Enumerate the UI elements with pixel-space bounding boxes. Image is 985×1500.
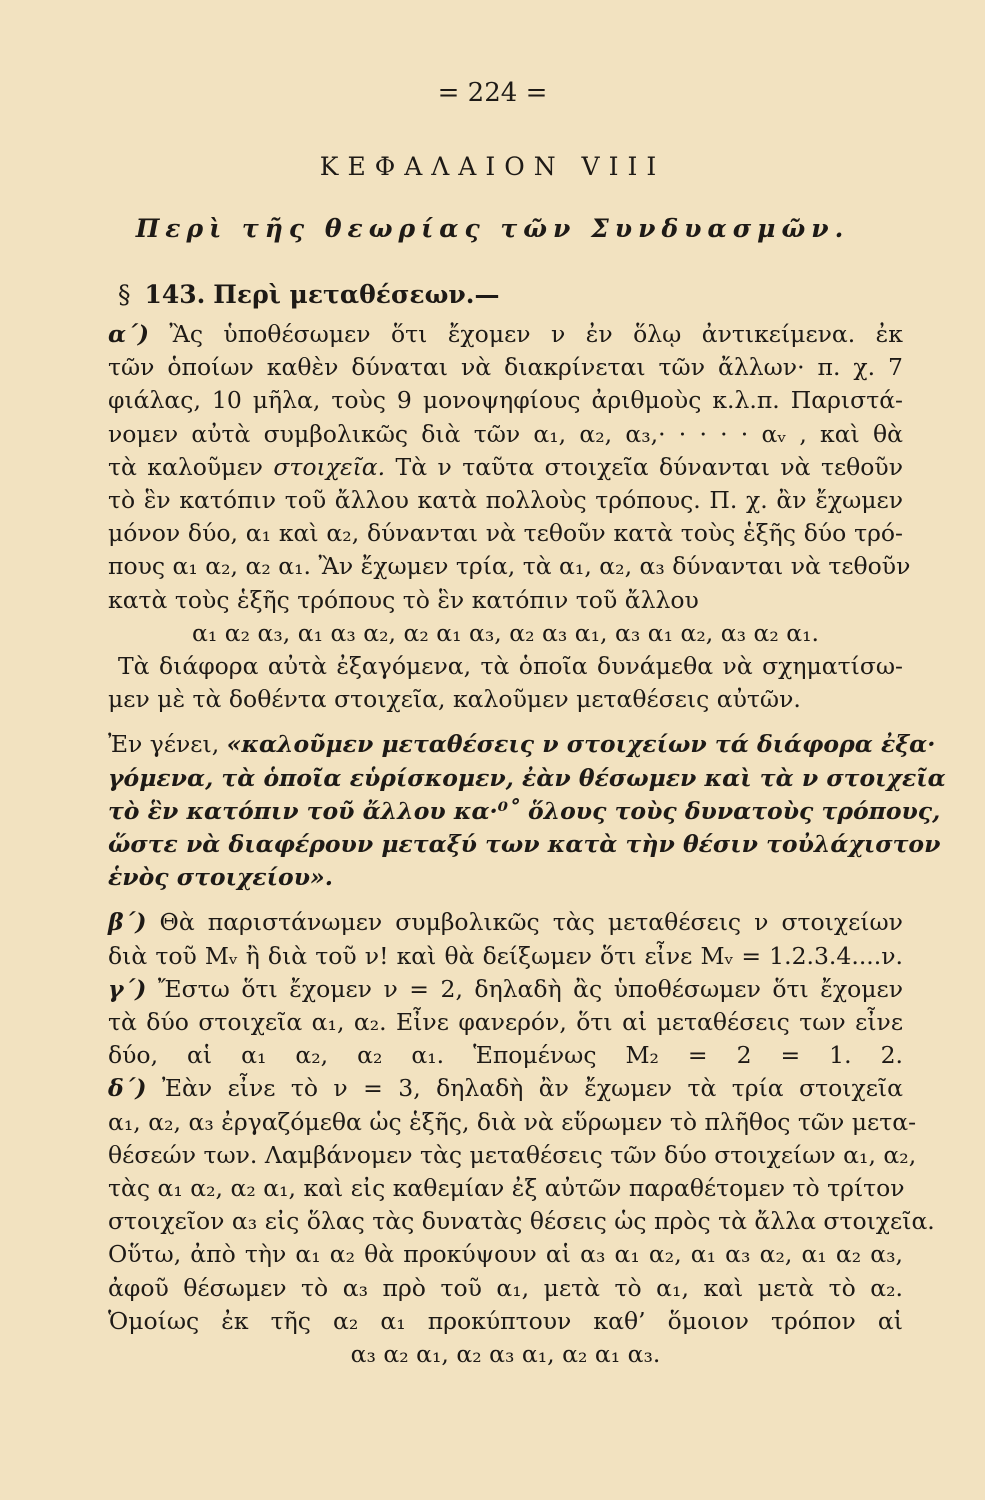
- line-text: τὸ ἓν κατόπιν τοῦ ἄλλου κατὰ πολλοὺς τρόπους. Π. χ. ἂν ἔχωμεν: [108, 486, 903, 515]
- body-text: [108, 318, 946, 1371]
- text-line: [108, 1006, 903, 1039]
- item-marker: γ΄): [108, 974, 147, 1003]
- line-text: α₃ α₂ α₁, α₂ α₃ α₁, α₂ α₁ α₃.: [350, 1340, 661, 1369]
- emphasis-text: γόμενα, τὰ ὁποῖα εὑρίσκομεν, ἐὰν θέσωμεν καὶ τὰ ν στοιχεῖα: [108, 763, 946, 792]
- line-text: τὰ καλοῦμεν: [108, 452, 274, 481]
- emphasis-text: «καλοῦμεν μεταθέσεις ν στοιχείων τά διάφορα ἐξα·: [226, 730, 936, 759]
- text-line: [108, 1205, 935, 1238]
- text-line: [108, 351, 903, 384]
- line-text: Θὰ παριστάνωμεν συμβολικῶς τὰς μεταθέσεις ν στοιχείων: [159, 908, 903, 937]
- item-marker: δ΄): [108, 1074, 147, 1103]
- section-symbol: §: [118, 280, 131, 309]
- paragraph-c: [108, 973, 903, 1073]
- line-text: α₁ α₂ α₃, α₁ α₃ α₂, α₂ α₁ α₃, α₂ α₃ α₁, α₃ α₁ α₂, α₃ α₂ α₁.: [191, 618, 820, 647]
- section-heading: [118, 280, 499, 309]
- line-text: δύο, αἱ α₁ α₂, α₂ α₁. Ἑπομένως M₂ = 2 = 1. 2.: [108, 1041, 903, 1070]
- line-text: τῶν ὁποίων καθὲν δύναται νὰ διακρίνεται τῶν ἄλλων· π. χ. 7: [108, 353, 903, 382]
- emphasis-text: ὥστε νὰ διαφέρουν μεταξύ των κατὰ τὴν θέσιν τοὐλάχιστον: [108, 830, 941, 859]
- line-text: θέσεών των. Λαμβάνομεν τὰς μεταθέσεις τῶν δύο στοιχείων α₁, α₂,: [108, 1140, 917, 1169]
- section-number: 143.: [144, 280, 206, 309]
- page-number: = 224 =: [437, 78, 548, 108]
- emphasis-text: ἑνὸς στοιχείου».: [108, 863, 333, 892]
- text-line: [108, 318, 903, 351]
- chapter-subtitle: Περὶ τῆς θεωρίας τῶν Συνδυασμῶν.: [135, 214, 850, 243]
- text-line: [108, 650, 903, 683]
- text-line: [108, 728, 936, 761]
- section-title: Περὶ μεταθέσεων.—: [213, 280, 500, 309]
- line-text: φιάλας, 10 μῆλα, τοὺς 9 μονοψηφίους ἀριθμοὺς κ.λ.π. Παριστά-: [108, 386, 903, 415]
- text-line: [108, 906, 903, 939]
- line-text: Τὰ ν ταῦτα στοιχεῖα δύνανται νὰ τεθοῦν: [385, 452, 903, 481]
- item-marker: α΄): [108, 320, 149, 348]
- text-line: [108, 861, 903, 894]
- line-text: Ὁμοίως ἐκ τῆς α₂ α₁ προκύπτουν καθ’ ὅμοιον τρόπον αἱ: [108, 1306, 903, 1335]
- text-line: [108, 484, 903, 517]
- text-line: [108, 517, 903, 550]
- definition-paragraph: [108, 728, 946, 894]
- text-line: [108, 795, 941, 828]
- line-text: μόνον δύο, α₁ καὶ α₂, δύνανται νὰ τεθοῦν κατὰ τοὺς ἑξῆς δύο τρό-: [108, 519, 903, 548]
- text-line: [108, 1238, 903, 1271]
- item-marker: β΄): [108, 908, 147, 937]
- text-line: [108, 584, 903, 617]
- text-line: [108, 418, 903, 451]
- line-text: στοιχεῖον α₃ εἰς ὅλας τὰς δυνατὰς θέσεις ὡς πρὸς τὰ ἄλλα στοιχεῖα.: [108, 1207, 935, 1236]
- text-line: [108, 384, 903, 417]
- line-text: κατὰ τοὺς ἑξῆς τρόπους τὸ ἓν κατόπιν τοῦ ἄλλου: [108, 585, 699, 614]
- text-line: [108, 1305, 903, 1338]
- text-line: [108, 1338, 903, 1371]
- paragraph-a: [108, 318, 911, 716]
- text-line: [108, 828, 941, 861]
- emphasis-text: στοιχεῖα.: [273, 452, 386, 481]
- line-text: τὰ δύο στοιχεῖα α₁, α₂. Εἶνε φανερόν, ὅτι αἱ μεταθέσεις των εἶνε: [108, 1008, 903, 1037]
- emphasis-text: τὸ ἓν κατόπιν τοῦ ἄλλου κα·⁰˚ ὅλους τοὺς δυνατοὺς τρόπους,: [108, 796, 941, 825]
- text-line: [108, 1139, 917, 1172]
- line-text: Ἐὰν εἶνε τὸ ν = 3, δηλαδὴ ἂν ἔχωμεν τὰ τρία στοιχεῖα: [161, 1074, 903, 1103]
- chapter-heading: ΚΕΦΑΛΑΙΟΝ VIII: [319, 152, 666, 181]
- line-text: Ἂς ὑποθέσωμεν ὅτι ἔχομεν ν ἐν ὅλῳ ἀντικείμενα. ἐκ: [169, 320, 903, 348]
- text-line: [108, 1106, 917, 1139]
- line-text: α₁, α₂, α₃ ἐργαζόμεθα ὡς ἑξῆς, διὰ νὰ εὕρωμεν τὸ πλῆθος τῶν μετα-: [108, 1107, 917, 1136]
- text-line: [108, 762, 946, 795]
- text-line: [108, 973, 903, 1006]
- line-text: μεν μὲ τὰ δοθέντα στοιχεῖα, καλοῦμεν μεταθέσεις αὐτῶν.: [108, 685, 801, 714]
- text-line: [108, 550, 911, 583]
- line-text: διὰ τοῦ Mᵥ ἢ διὰ τοῦ ν! καὶ θὰ δείξωμεν ὅτι εἶνε Mᵥ = 1.2.3.4....ν.: [108, 941, 903, 970]
- line-text: νομεν αὐτὰ συμβολικῶς διὰ τῶν α₁, α₂, α₃,· · · · · αᵥ , καὶ θὰ: [108, 419, 903, 448]
- line-text: Οὕτω, ἀπὸ τὴν α₁ α₂ θὰ προκύψουν αἱ α₃ α₁ α₂, α₁ α₃ α₂, α₁ α₂ α₃,: [108, 1240, 903, 1269]
- text-line: [108, 1072, 903, 1105]
- line-text: ἀφοῦ θέσωμεν τὸ α₃ πρὸ τοῦ α₁, μετὰ τὸ α₁, καὶ μετὰ τὸ α₂.: [108, 1273, 903, 1302]
- line-text: Ἐν γένει,: [108, 730, 227, 759]
- text-line: [108, 1039, 903, 1072]
- text-line: [108, 451, 903, 484]
- text-line: [108, 683, 903, 716]
- text-line: [108, 1272, 903, 1305]
- paragraph-b: [108, 906, 903, 972]
- text-line: [108, 617, 903, 650]
- line-text: τὰς α₁ α₂, α₂ α₁, καὶ εἰς καθεμίαν ἐξ αὐτῶν παραθέτομεν τὸ τρίτον: [108, 1174, 905, 1203]
- line-text: Τὰ διάφορα αὐτὰ ἐξαγόμενα, τὰ ὁποῖα δυνάμεθα νὰ σχηματίσω-: [118, 652, 903, 681]
- text-line: [108, 940, 903, 973]
- paragraph-d: [108, 1072, 935, 1371]
- text-line: [108, 1172, 903, 1205]
- line-text: Ἔστω ὅτι ἔχομεν ν = 2, δηλαδὴ ἂς ὑποθέσωμεν ὅτι ἔχομεν: [157, 974, 903, 1003]
- line-text: πους α₁ α₂, α₂ α₁. Ἂν ἔχωμεν τρία, τὰ α₁, α₂, α₃ δύνανται νὰ τεθοῦν: [108, 552, 911, 581]
